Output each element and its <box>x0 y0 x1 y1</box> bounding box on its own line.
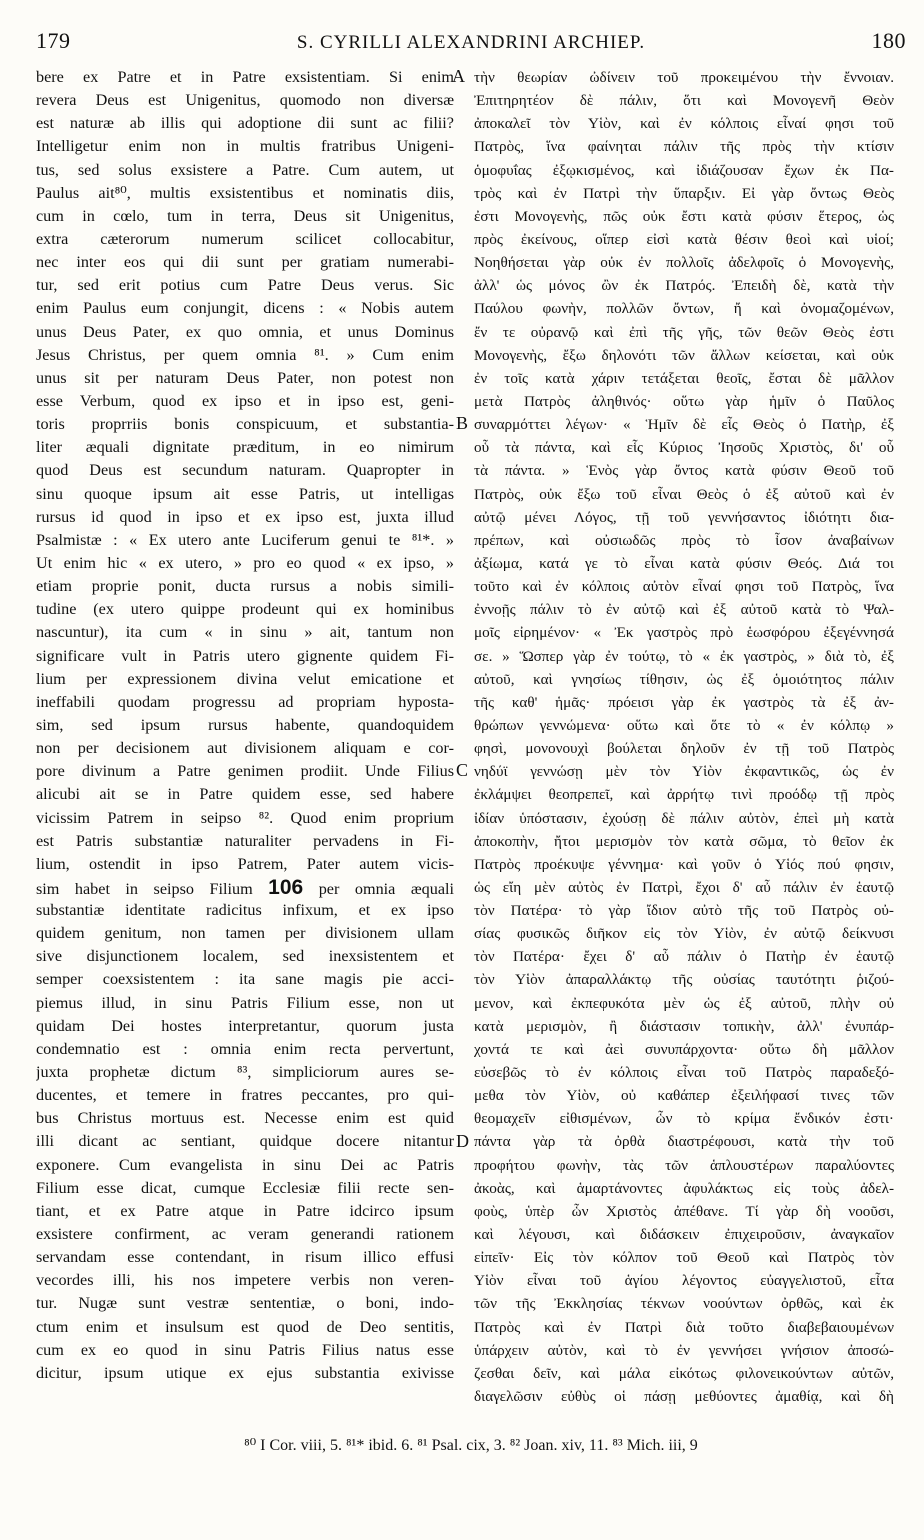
latin-text-line: bus Christus mortuus est. Necesse enim est quid <box>36 1109 454 1128</box>
latin-text-line: ctum enim et insulsum est quod de Deo sentitis, <box>36 1317 454 1336</box>
greek-text-line: οὗ τὰ πάντα, καὶ εἷς Κύριος Ἰησοῦς Χριστὸς, δι' οὗ <box>474 439 894 457</box>
running-title: S. CYRILLI ALEXANDRINI ARCHIEP. <box>296 32 646 53</box>
latin-text-line: Intelligetur enim non in multis fratribus Unigeni- <box>36 137 454 156</box>
greek-text-line: ἔν τε οὐρανῷ καὶ ἐπὶ τῆς γῆς, τῶν θεῶν Θεὸς ἐστι <box>474 323 894 341</box>
greek-text-line: τὸν Πατέρα· τὸ γὰρ ἴδιον αὐτὸ τῆς τοῦ Πατρὸς οὐ- <box>474 902 894 920</box>
greek-text-line: τῆς καθ' ἡμᾶς· πρόεισι γὰρ ἐκ γαστρὸς τὰ ἐξ ἀν- <box>474 693 894 711</box>
latin-text-line: exponere. Cum evangelista in sinu Dei ac Patris <box>36 1155 454 1174</box>
greek-text-line: προφήτου φωνὴν, τὰς τῶν ἁπλουστέρων παραλύοντες <box>474 1156 894 1174</box>
greek-text-line: ἀποκαλεῖ τὸν Υἱὸν, καὶ ἐν κόλποις εἶναί φησι τοῦ <box>474 115 894 133</box>
greek-column <box>474 66 894 1408</box>
latin-text-line: semper coexsistentem : ita sane magis pie acci- <box>36 970 454 989</box>
section-marker-b: B <box>456 413 469 433</box>
greek-text-line: ἐν τοῖς κατὰ χάριν τετάξεται θεοῖς, ἔσται δὲ μᾶλλον <box>474 369 894 387</box>
greek-text-line: ἐστι Μονογενὴς, πῶς οὐκ ἔστι κατὰ φύσιν ἕτερος, ὡς <box>474 207 894 225</box>
greek-text-line: ἰδίαν ὑπόστασιν, ἐχούσῃ δὲ πάλιν αὐτὸν, ἐπεὶ μὴ κατὰ <box>474 809 894 827</box>
page-number-right: 180 <box>871 28 906 53</box>
greek-text-line: μεθα τὸν Υἱὸν, οὐ καθάπερ ἐξειλήφασί τινες τῶν <box>474 1087 894 1105</box>
greek-text-line: τοῦτο καὶ ἐν κόλποις αὐτὸν εἶναί φησι τοῦ Πατρὸς, ἵνα <box>474 578 894 596</box>
greek-text-line: μενον, καὶ ἐκπεφυκότα μὲν ὡς ἐξ αὐτοῦ, πλὴν οὐ <box>474 994 894 1012</box>
latin-text-line: est Patris substantiæ naturaliter pervadens in Fi- <box>36 831 454 850</box>
greek-text-line: φησὶ, μονονουχὶ βούλεται δηλοῦν ἐν τῇ τοῦ Πατρὸς <box>474 740 894 758</box>
greek-text-line: κατὰ μερισμὸν, ἢ διάστασιν τοπικὴν, ἀλλ' ἐνυπάρ- <box>474 1017 894 1035</box>
greek-text-line: ἀξίωμα, κατά γε τὸ εἶναι κατὰ φύσιν Θεός. Διά τοι <box>474 554 894 572</box>
latin-text-line: sive disjunctionem localem, sed inexsistentem et <box>36 947 454 966</box>
latin-text-line: nascuntur), ita cum « in sinu » ait, tantum non <box>36 623 454 642</box>
greek-text-line: Νοηθήσεται γὰρ οὐκ ἐν πολλοῖς ἀδελφοῖς ὁ Μονογενὴς, <box>474 254 894 272</box>
latin-text-line: revera Deus est Unigenitus, quomodo non diversæ <box>36 91 454 110</box>
greek-text-line: τὴν θεωρίαν ὠδίνειν τοῦ προκειμένου τὴν ἔννοιαν. <box>474 69 894 86</box>
greek-text-line: διαγελῶσιν εὐθὺς οἱ πάσῃ μεθύοντες ἀμαθίᾳ, καὶ δὴ <box>474 1388 894 1406</box>
latin-text-line: nec inter eos qui dii sunt per gratiam numerabi- <box>36 253 454 272</box>
latin-column <box>36 66 454 1385</box>
latin-text-line: cum ex eo quod in sinu Patris Filius natus esse <box>36 1340 454 1359</box>
latin-text-line: pore divinum a Patre genimen prodiit. Unde Filius <box>36 762 454 781</box>
latin-text-line: Paulus ait⁸⁰, multis exsistentibus et nominatis diis, <box>36 183 454 202</box>
latin-text-line: condemnatio est : omnia enim recta pervertunt, <box>36 1039 454 1058</box>
latin-text-line: quod Deus est secundum naturam. Quapropter in <box>36 461 454 480</box>
latin-text-line: servandam esse contendant, in risum illico effusi <box>36 1248 454 1267</box>
greek-text-line: Μονογενὴς, ἔξω δηλονότι τῶν ἄλλων κείσεται, καὶ οὐκ <box>474 346 894 364</box>
greek-text-line: αὐτοῦ, καὶ γνησίως τίθησιν, ὡς ἐξ ὁμοιότητος πάλιν <box>474 670 894 688</box>
greek-text-line: πρέπων, καὶ οὐσιωδῶς πρὸς τὸ ἶσον ἀναβαίνων <box>474 531 894 549</box>
latin-text-line: ducentes, et temere in fratres peccantes, pro qui- <box>36 1086 454 1105</box>
latin-text-line: Ut enim hic « ex utero, » pro eo quod « ex ipso, » <box>36 553 454 572</box>
greek-text-line: φοὺς, ὑπὲρ ὧν Χριστὸς ἀπέθανε. Τί γὰρ δὴ νοοῦσι, <box>474 1202 894 1220</box>
latin-text-line: etiam proprie ponit, ducta rursus a nobis simili- <box>36 577 454 596</box>
latin-text-line: illi dicant ac sentiant, quidque docere nitantur <box>36 1132 454 1151</box>
greek-text-line: νηδύϊ γεννώσῃ μὲν τὸν Υἱὸν ἐκφαντικῶς, ὡς ἐν <box>474 763 894 781</box>
greek-text-line: συναρμόττει λέγων· « Ἡμῖν δὲ εἷς Θεὸς ὁ Πατὴρ, ἐξ <box>474 416 894 434</box>
latin-text-line: tur, sed erit potius cum Patre Deus verus. Sic <box>36 276 454 295</box>
greek-text-line: πάντα γὰρ τὰ ὀρθὰ διαστρέφουσι, κατὰ τὴν τοῦ <box>474 1133 894 1151</box>
latin-text-line: lium per expressionem divina velut emicatione et <box>36 669 454 688</box>
greek-text-line: τὸν Πατέρα· ἔχει δ' αὖ πάλιν ὁ Πατὴρ ἐν ἑαυτῷ <box>474 948 894 966</box>
greek-text-line: ἀκοὰς, καὶ ἁμαρτάνοντες ἀφυλάκτως εἰς τοὺς ἀδελ- <box>474 1179 894 1197</box>
greek-text-line: πρὸς ἐκείνους, οἵπερ εἰσὶ κατὰ θέσιν θεοὶ καὶ υἱοί; <box>474 230 894 248</box>
greek-text-line: ἀλλ' ὡς μόνος ὢν ἐκ Πατρός. Ἐπειδὴ δὲ, κατὰ τὴν <box>474 277 894 295</box>
latin-text-line: unus Deus Pater, ex quo omnia, et unus Dominus <box>36 322 454 341</box>
latin-text-line: tur. Nugæ sunt vestræ sententiæ, o boni, indo- <box>36 1294 454 1313</box>
section-marker-a: A <box>452 66 465 86</box>
greek-text-line: Ἐπιτηρητέον δὲ πάλιν, ὅτι καὶ Μονογενῆ Θεὸν <box>474 92 894 110</box>
greek-text-line: Πατρὸς, οὐκ ἔξω τοῦ εἶναι Θεὸς ὁ ἐξ αὐτοῦ καὶ ἐν <box>474 485 894 503</box>
greek-text-line: εἰπεῖν· Εἰς τὸν κόλπον τοῦ Θεοῦ καὶ Πατρὸς τὸν <box>474 1249 894 1267</box>
latin-text-line: enim Paulus eum conjungit, dicens : « Nobis autem <box>36 299 454 318</box>
latin-text-line: esse Verbum, quod ex ipso et in ipso est, geni- <box>36 391 454 410</box>
greek-text-line: αὐτῷ μένει Λόγος, τῇ τοῦ γεννήσαντος ἰδιότητι δια- <box>474 508 894 526</box>
latin-text-line: ineffabili quodam progressu ad propriam hyposta- <box>36 692 454 711</box>
latin-text-line: piemus illud, in sinu Patris Filium esse, non ut <box>36 993 454 1012</box>
latin-text-line: non per decisionem aut divisionem aliquam e cor- <box>36 739 454 758</box>
latin-text-line: Jesus Christus, per quem omnia ⁸¹. » Cum enim <box>36 345 454 364</box>
latin-text-line: tudine (ex utero quippe prodeunt qui ex hominibus <box>36 600 454 619</box>
latin-text-line: cum in cœlo, tum in terra, Deus sit Unigenitus, <box>36 206 454 225</box>
greek-text-line: τὰ πάντα. » Ἑνὸς γὰρ ὄντος κατὰ φύσιν Θεοῦ τοῦ <box>474 462 894 480</box>
greek-text-line: τῶν τῆς Ἐκκλησίας τέκνων νοούντων ὀρθῶς, καὶ ἐκ <box>474 1295 894 1313</box>
latin-text-line: sim habet in seipso Filium 106 per omnia æquali <box>36 875 454 899</box>
latin-text-line: quidam Dei hostes interpretantur, quorum justa <box>36 1016 454 1035</box>
greek-text-line: εὐσεβῶς τὸ ἐν κόλποις εἶναι τοῦ Πατρὸς παραδεξό- <box>474 1064 894 1082</box>
greek-text-line: ὡς εἴη μὲν αὐτὸς ἐν Πατρὶ, ἔχοι δ' αὖ πάλιν ἐν ἑαυτῷ <box>474 878 894 896</box>
latin-text-line: toris proprriis bonis conspicuum, et substantia- <box>36 415 454 434</box>
greek-text-line: Πατρὸς, ἵνα φαίνηται πάλιν τῆς πρὸς τὴν κτίσιν <box>474 138 894 156</box>
latin-text-line: quidem genitum, non tamen per divisionem ullam <box>36 924 454 943</box>
greek-text-line: θρώπων γεννώμενα· οὕτω καὶ ὅτε τὸ « ἐν κόλπῳ » <box>474 716 894 734</box>
latin-text-line: est naturæ ab illis qui adoptione dii sunt ac filii? <box>36 114 454 133</box>
latin-text-line: significare vult in Patris utero gignente quidem Fi- <box>36 646 454 665</box>
greek-text-line: ἐννοῇς πάλιν τὸ ἐν αὐτῷ καὶ ἐξ αὐτοῦ κατὰ τὸ Ψαλ- <box>474 601 894 619</box>
greek-text-line: θεομαχεῖν εἰθισμένων, ὧν τὸ κρίμα ἔνδικόν ἐστι· <box>474 1110 894 1128</box>
latin-text-line: vecordes illi, his nos impetere verbis non veren- <box>36 1271 454 1290</box>
latin-text-line: exsistere confirment, ac veram generandi rationem <box>36 1225 454 1244</box>
footnotes: ⁸⁰ I Cor. viii, 5. ⁸¹* ibid. 6. ⁸¹ Psal. cix, 3. ⁸² Joan. xiv, 11. ⁸³ Mich. iii, 9 <box>244 1437 698 1454</box>
greek-text-line: Πατρὸς προέκυψε γέννημα· καὶ γοῦν ὁ Υἱός πού φησιν, <box>474 855 894 873</box>
greek-text-line: Πατρὸς καὶ ἐν Πατρὶ διὰ τοῦτο διαβεβαιουμένων <box>474 1318 894 1336</box>
greek-text-line: ἐκλάμψει θεοπρεπεῖ, καὶ ἀρρήτῳ τινὶ προόδῳ τῇ πρὸς <box>474 786 894 804</box>
page-header <box>36 28 906 58</box>
latin-text-line: tus, sed solus exsistere a Patre. Cum autem, ut <box>36 160 454 179</box>
greek-text-line: χοντά τε καὶ ἀεὶ συνυπάρχοντα· οὕτω δὴ μᾶλλον <box>474 1040 894 1058</box>
latin-text-line: alicubi ait se in Patre quidem esse, sed habere <box>36 785 454 804</box>
greek-text-line: Υἱὸν εἶναι τοῦ ἁγίου λέγοντος εὐαγγελιστοῦ, εἶτα <box>474 1272 894 1290</box>
latin-text-line: dicitur, ipsum utique ex ejus substantia exivisse <box>36 1363 454 1382</box>
latin-text-line: Filium esse dicat, cumque Ecclesiæ filii recte sen- <box>36 1178 454 1197</box>
latin-text-line: vicissim Patrem in seipso ⁸². Quod enim proprium <box>36 808 454 827</box>
marginal-page-number: 106 <box>268 875 304 899</box>
latin-text-line: juxta prophetæ dictum ⁸³, simpliciorum aures se- <box>36 1063 454 1082</box>
page-number-left: 179 <box>36 28 71 53</box>
latin-text-line: bere ex Patre et in Patre exsistentiam. Si enim <box>36 68 454 86</box>
greek-text-line: ζεσθαι δεῖν, καὶ μάλα εἰκότως φιλονεικούντων αὐτῶν, <box>474 1364 894 1382</box>
latin-text-line: tiant, et ex Patre atque in Patre idcirco ipsum <box>36 1201 454 1220</box>
greek-text-line: τρὸς καὶ ἐν Πατρὶ τὴν ὕπαρξιν. Εἰ γὰρ ὄντως Θεὸς <box>474 184 894 202</box>
section-marker-d: D <box>456 1131 469 1151</box>
latin-text-line: sim, sed ipsum rursus habente, quandoquidem <box>36 715 454 734</box>
greek-text-line: μετὰ Πατρὸς ἀληθινός· οὕτω γὰρ ἡμῖν ὁ Παῦλος <box>474 392 894 410</box>
latin-text-line: rursus id quod in ipso et ex ipso est, juxta illud <box>36 507 454 526</box>
latin-text-line: extra cæterorum numerum scilicet collocabitur, <box>36 229 454 248</box>
greek-text-line: σίας φυσικῶς διῆκον εἰς τὸν Υἱὸν, ἐν αὐτῷ δείκνυσι <box>474 925 894 943</box>
greek-text-line: τὸν Υἱὸν ἀπαραλλάκτῳ τῆς οὐσίας ταυτότητι ῥιζού- <box>474 971 894 989</box>
greek-text-line: Παύλου φωνὴν, πολλῶν ὄντων, ἤ καὶ ὀνομαζομένων, <box>474 300 894 318</box>
greek-text-line: καὶ λέγουσι, καὶ διδάσκειν ἐπιχειροῦσιν, ἀναγκαῖον <box>474 1226 894 1244</box>
latin-text-line: liter æquali dignitate præditum, in eo nimirum <box>36 438 454 457</box>
latin-text-line: unus sit per naturam Deus Pater, non potest non <box>36 368 454 387</box>
greek-text-line: μοῖς εἰρημένον· « Ἐκ γαστρὸς πρὸ ἑωσφόρου ἐξεγέννησά <box>474 624 894 642</box>
latin-text-line: substantiæ identitate radicitus infixum, et ex ipso <box>36 901 454 920</box>
section-marker-c: C <box>456 760 469 780</box>
greek-text-line: ὁμοφυΐας ἐξῳκισμένος, καὶ ἰδιάζουσαν ἔχων ἐκ Πα- <box>474 161 894 179</box>
greek-text-line: ὑπάρχειν αὐτὸν, καὶ τὸ ἐν γεννήσει γνήσιον ἀποσώ- <box>474 1341 894 1359</box>
latin-text-line: Psalmistæ : « Ex utero ante Luciferum genui te ⁸¹*. » <box>36 530 454 549</box>
greek-text-line: σε. » Ὥσπερ γὰρ ἐν τούτῳ, τὸ « ἐκ γαστρὸς, » διὰ τὸ, ἐξ <box>474 647 894 665</box>
greek-text-line: ἀποκοπὴν, ἤτοι μερισμὸν τὸν κατὰ σῶμα, τὸ θεῖον ἐκ <box>474 832 894 850</box>
latin-text-line: lium, ostendit in ipso Patrem, Pater autem vicis- <box>36 854 454 873</box>
latin-text-line: sinu quoque ipsum ait esse Patris, ut intelligas <box>36 484 454 503</box>
